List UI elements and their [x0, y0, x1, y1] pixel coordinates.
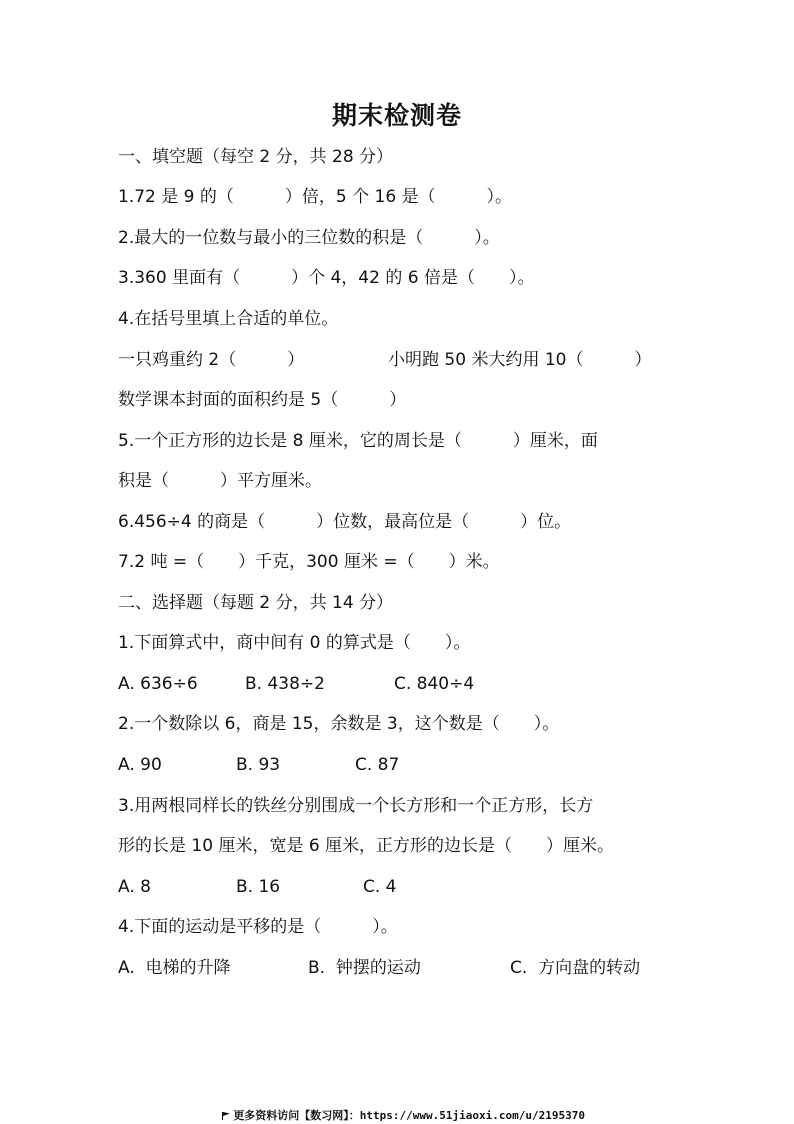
question-2-2: 2.一个数除以 6，商是 15，余数是 3，这个数是（ ）。 [118, 714, 560, 734]
question-2-1-option-a: A. 636÷6 [118, 674, 198, 694]
question-2-4-option-a: A. 电梯的升降 [118, 958, 231, 978]
question-2-3-line-1: 3.用两根同样长的铁丝分别围成一个长方形和一个正方形，长方 [118, 796, 594, 816]
flag-icon [222, 1112, 230, 1120]
question-1-4-item-b: 小明跑 50 米大约用 10（ ） [388, 350, 652, 370]
section-heading-fill-in: 一、填空题（每空 2 分，共 28 分） [118, 147, 394, 167]
question-1-2: 2.最大的一位数与最小的三位数的积是（ ）。 [118, 228, 500, 248]
question-2-2-option-b: B. 93 [236, 755, 281, 775]
question-2-1-option-b: B. 438÷2 [245, 674, 325, 694]
question-2-2-option-c: C. 87 [355, 755, 400, 775]
question-1-6: 6.456÷4 的商是（ ）位数，最高位是（ ）位。 [118, 512, 572, 532]
question-1-3: 3.360 里面有（ ）个 4，42 的 6 倍是（ ）。 [118, 268, 535, 288]
question-1-5-line-2: 积是（ ）平方厘米。 [118, 471, 322, 491]
footer-link[interactable] [0, 1094, 794, 1123]
question-2-1-option-c: C. 840÷4 [394, 674, 475, 694]
question-2-3-option-b: B. 16 [236, 877, 281, 897]
question-2-4-option-b: B. 钟摆的运动 [308, 958, 421, 978]
question-1-5-line-1: 5.一个正方形的边长是 8 厘米，它的周长是（ ）厘米，面 [118, 431, 598, 451]
question-2-3-option-c: C. 4 [363, 877, 397, 897]
question-2-3-line-2: 形的长是 10 厘米，宽是 6 厘米，正方形的边长是（ ）厘米。 [118, 836, 615, 856]
question-2-4: 4.下面的运动是平移的是（ ）。 [118, 917, 398, 937]
question-1-4: 4.在括号里填上合适的单位。 [118, 309, 339, 329]
question-1-4-item-a: 一只鸡重约 2（ ） [118, 350, 305, 370]
question-2-4-option-c: C. 方向盘的转动 [510, 958, 641, 978]
question-2-2-option-a: A. 90 [118, 755, 162, 775]
footer-text: 更多资料访问【数习网】：https://www.51jiaoxi.com/u/2195370 [233, 1109, 585, 1122]
question-1-7: 7.2 吨 =（ ）千克，300 厘米 =（ ）米。 [118, 552, 500, 572]
page-title: 期末检测卷 [331, 101, 462, 130]
question-2-1: 1.下面算式中，商中间有 0 的算式是（ ）。 [118, 633, 471, 653]
question-1-1: 1.72 是 9 的（ ）倍，5 个 16 是（ ）。 [118, 187, 513, 207]
section-heading-multiple-choice: 二、选择题（每题 2 分，共 14 分） [118, 593, 394, 613]
question-2-3-option-a: A. 8 [118, 877, 151, 897]
question-1-4-item-c: 数学课本封面的面积约是 5（ ） [118, 390, 407, 410]
